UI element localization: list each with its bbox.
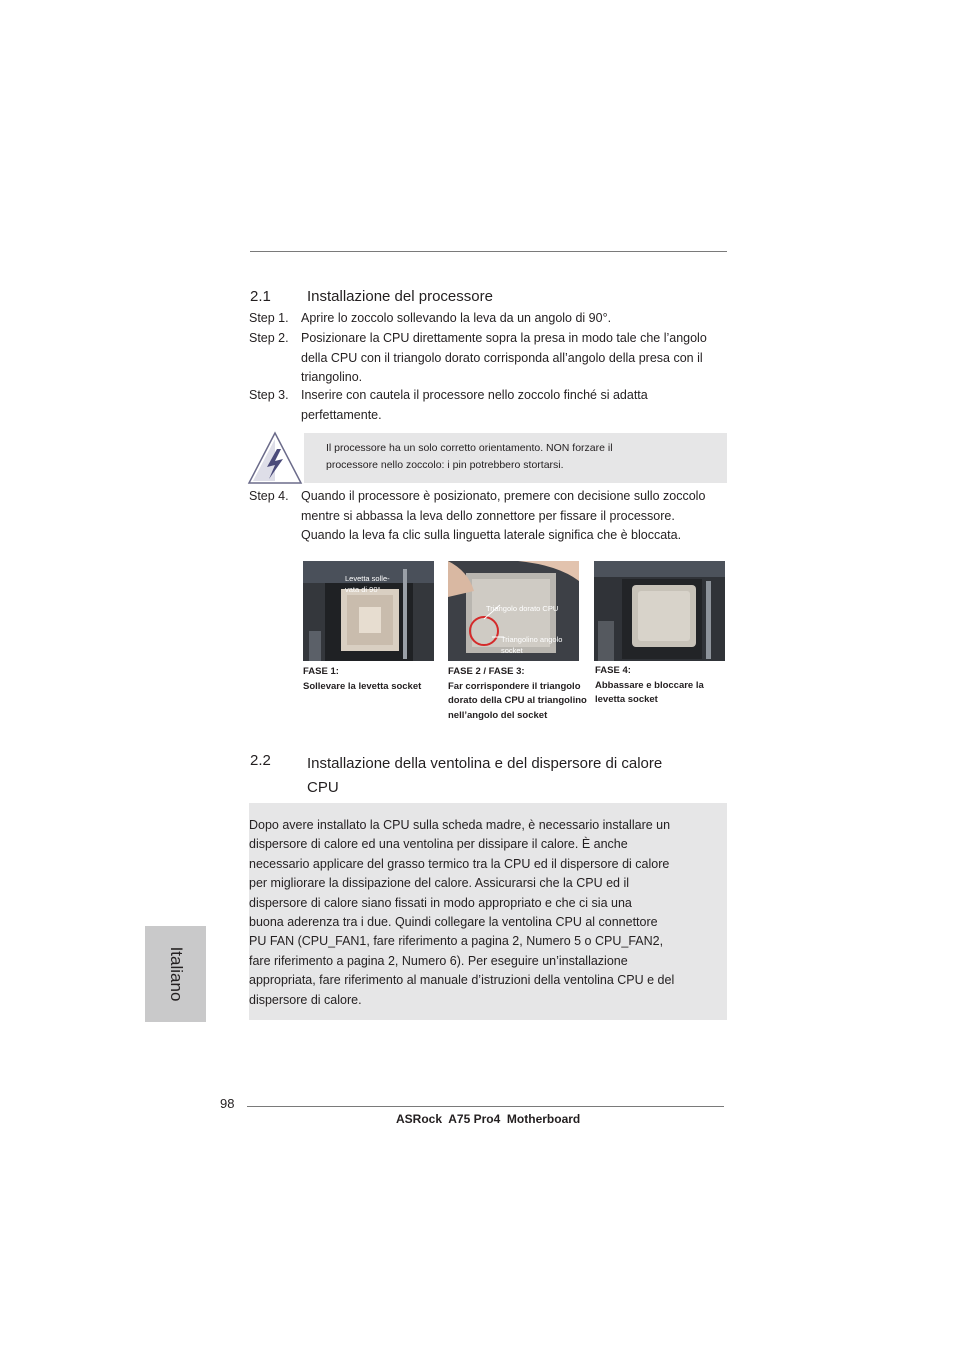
step-text [301, 487, 731, 546]
footer-product: ASRock A75 Pro4 Motherboard [396, 1112, 581, 1126]
language-side-tab [145, 926, 206, 1022]
footer-rule [247, 1106, 724, 1107]
photo-overlay-bottom-label [501, 634, 562, 656]
overlay-line: socket [501, 646, 523, 655]
step-label: Step 1. [249, 311, 289, 325]
step-line: Quando il processore è posizionato, premere con decisione sullo zoccolo [301, 489, 706, 503]
overlay-line: Levetta solle- [345, 574, 390, 583]
step-line: perfettamente. [301, 407, 382, 422]
step-label: Step 4. [249, 489, 289, 503]
caption-line: dorato della CPU al triangolino [448, 695, 587, 706]
header-rule [250, 251, 727, 252]
step-1 [249, 309, 729, 329]
page-number: 98 [220, 1096, 235, 1111]
step-line: Posizionare la CPU direttamente sopra la presa in modo tale che l’angolo [301, 331, 707, 345]
step-line: Quando la leva fa clic sulla linguetta laterale significa che è bloccata. [301, 528, 682, 542]
caption-line: Sollevare la levetta socket [303, 680, 422, 692]
paragraph-line: appropriata, fare riferimento al manuale d’istruzioni della ventolina CPU e del [249, 973, 675, 988]
title-line: CPU [307, 779, 339, 796]
warning-text [326, 440, 706, 474]
caption-line: Far corrispondere il triangolo [448, 680, 581, 692]
step-3 [249, 386, 729, 426]
title-line: Installazione della ventolina e del dispersore di calore [307, 755, 663, 772]
caption-line: Abbassare e bloccare la [595, 679, 704, 691]
section-title [307, 752, 727, 800]
step-line: Inserire con cautela il processore nello zoccolo finché si adatta [301, 388, 648, 402]
caption-line: levetta socket [595, 694, 658, 705]
step-label: Step 3. [249, 388, 289, 402]
warning-line: Il processore ha un solo corretto orientamento. NON forzare il [326, 442, 613, 454]
overlay-line: Triangolino angolo [501, 635, 563, 644]
step-text [301, 329, 731, 388]
photo-cpu-placement [448, 561, 579, 661]
caption-line: FASE 1: [303, 666, 339, 677]
step-line: Aprire lo zoccolo sollevando la leva da un angolo di 90°. [301, 311, 612, 325]
paragraph-line: PU FAN (CPU_FAN1, fare riferimento a pagina 2, Numero 5 o CPU_FAN2, [249, 934, 664, 949]
paragraph-line: necessario applicare del grasso termico tra la CPU ed il dispersore di calore [249, 856, 670, 871]
caption-line: FASE 4: [595, 665, 631, 676]
step-line: mentre si abbassa la leva dello zonnettore per fissare il processore. [301, 508, 675, 523]
warning-box [304, 433, 727, 483]
step-line: triangolino. [301, 370, 363, 384]
section-number: 2.2 [250, 752, 271, 769]
warning-lightning-icon [247, 431, 303, 485]
photo-socket-lever-raised [303, 561, 434, 661]
paragraph-line: Dopo avere installato la CPU sulla scheda madre, è necessario installare un [249, 818, 671, 832]
section-title: Installazione del processore [307, 288, 493, 305]
paragraph-line: dispersore di calore siano fissati in modo appropriato e che ci sia una [249, 895, 632, 910]
photo-caption-2 [448, 665, 593, 723]
photo-lever-locked [594, 561, 725, 661]
paragraph-line: per migliorare la dissipazione del calore. Assicurarsi che la CPU ed il [249, 876, 630, 891]
intro-paragraph [249, 816, 719, 1010]
photo-caption-1 [303, 665, 443, 694]
step-label: Step 2. [249, 331, 289, 345]
caption-line: FASE 2 / FASE 3: [448, 666, 525, 677]
section-number: 2.1 [250, 288, 271, 305]
photo-overlay-top-label: Triangolo dorato CPU [486, 604, 559, 613]
language-label: Italiano [166, 946, 186, 1002]
step-text [301, 309, 731, 329]
step-line: della CPU con il triangolo dorato corrisponda all’angolo della presa con il [301, 350, 703, 365]
paragraph-line: dispersore di calore ed una ventolina per dissipare il calore. È anche [249, 837, 628, 852]
step-2 [249, 329, 729, 389]
overlay-line: vata di 90° [345, 585, 381, 594]
caption-line: nell’angolo del socket [448, 709, 548, 721]
paragraph-line: fare riferimento a pagina 2, Numero 6). Per eseguire un’installazione [249, 953, 628, 968]
photo-caption-3 [595, 664, 730, 708]
step-4 [249, 487, 729, 547]
step-text [301, 386, 731, 425]
paragraph-line: dispersore di calore. [249, 992, 362, 1007]
photo-overlay-label [345, 573, 390, 595]
paragraph-line: buona aderenza tra i due. Quindi collegare la ventolina CPU al connettore [249, 915, 658, 930]
intro-box [249, 803, 727, 1020]
warning-line: processore nello zoccolo: i pin potrebbero stortarsi. [326, 459, 564, 471]
